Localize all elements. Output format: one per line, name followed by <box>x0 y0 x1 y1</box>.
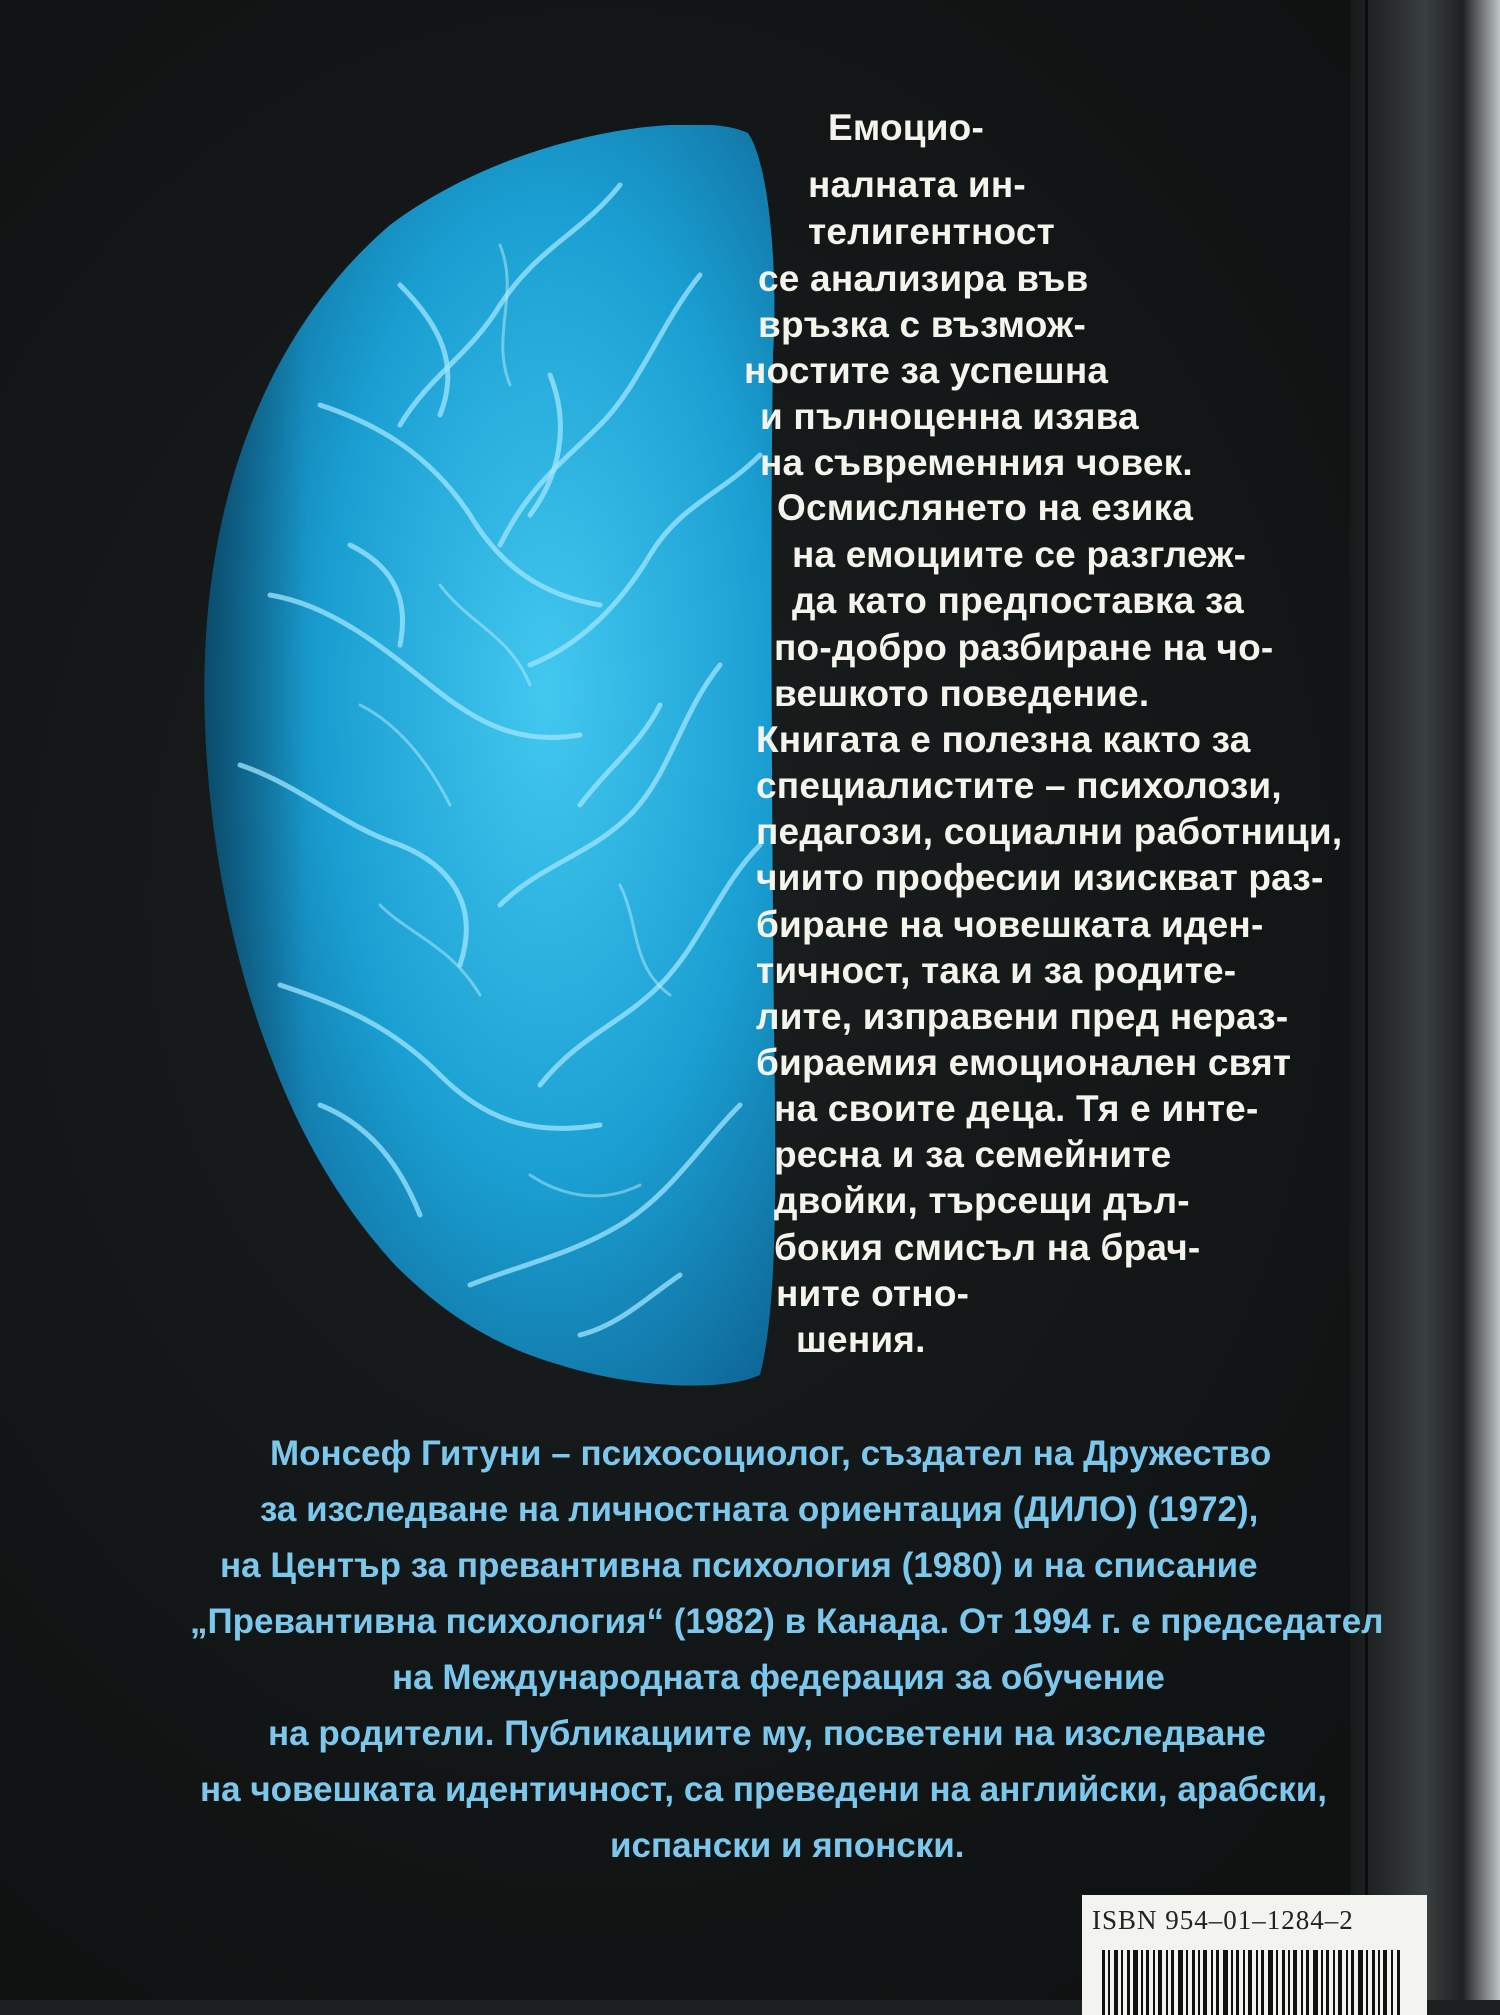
bio-line: Монсеф Гитуни – психосоциолог, създател на Дружество <box>270 1434 1272 1473</box>
bio-line: на човешката идентичност, са преведени на английски, арабски, <box>200 1770 1328 1809</box>
spine-edge <box>1350 0 1500 2000</box>
isbn-barcode-label <box>1082 1895 1427 2015</box>
blurb-line: Осмислянето на езика <box>777 487 1194 528</box>
blurb-line: Емоцио- <box>828 107 984 148</box>
blurb-line: Книгата е полезна както за <box>756 719 1251 760</box>
blurb-line: педагози, социални работници, <box>756 811 1343 852</box>
blurb-line: налната ин- <box>808 164 1026 205</box>
spine-crease <box>1365 0 1368 2000</box>
isbn-number: ISBN 954–01–1284–2 <box>1092 1905 1354 1935</box>
blurb-line: бокия смисъл на брач- <box>774 1227 1201 1268</box>
bio-line: на родители. Публикациите му, посветени на изследване <box>268 1714 1266 1753</box>
bio-line: испански и японски. <box>610 1826 965 1865</box>
blurb-line: на съвременния човек. <box>760 442 1193 483</box>
blurb-line: на емоциите се разглеж- <box>792 534 1247 575</box>
blurb-line: ните отно- <box>776 1273 970 1314</box>
blurb-line: ностите за успешна <box>744 350 1109 391</box>
blurb-line: специалистите – психолози, <box>756 765 1282 806</box>
blurb-line: лите, изправени пред нераз- <box>756 996 1289 1037</box>
blurb-line: тичност, така и за родите- <box>756 950 1237 991</box>
blurb-line: се анализира във <box>758 258 1089 299</box>
blurb-line: бираемия емоционален свят <box>756 1042 1292 1083</box>
blurb-line: биране на човешката иден- <box>756 904 1264 945</box>
bio-line: на Център за превантивна психология (1980) и на списание <box>220 1546 1258 1585</box>
blurb-line: телигентност <box>808 211 1055 252</box>
blurb-line: и пълноценна изява <box>760 396 1139 437</box>
blurb-line: връзка с възмож- <box>758 304 1086 345</box>
barcode-icon <box>1102 1950 1402 2015</box>
blurb-line: двойки, търсещи дъл- <box>774 1180 1190 1221</box>
bio-line: „Превантивна психология“ (1982) в Канада. От 1994 г. е председател <box>190 1602 1384 1641</box>
brain-hemisphere-illustration <box>200 125 780 1395</box>
blurb-line: на своите деца. Тя е инте- <box>774 1088 1259 1129</box>
blurb-line: вешкото поведение. <box>774 673 1150 714</box>
bio-line: на Международната федерация за обучение <box>392 1658 1165 1697</box>
blurb-text <box>740 105 1360 1405</box>
blurb-line: чиито професии изискват раз- <box>756 857 1324 898</box>
blurb-line: по-добро разбиране на чо- <box>774 627 1274 668</box>
blurb-line: ресна и за семейните <box>774 1134 1172 1175</box>
blurb-line: да като предпоставка за <box>792 580 1244 621</box>
blurb-line: шения. <box>796 1319 926 1360</box>
bio-line: за изследване на личностната ориентация (ДИЛО) (1972), <box>260 1490 1259 1529</box>
